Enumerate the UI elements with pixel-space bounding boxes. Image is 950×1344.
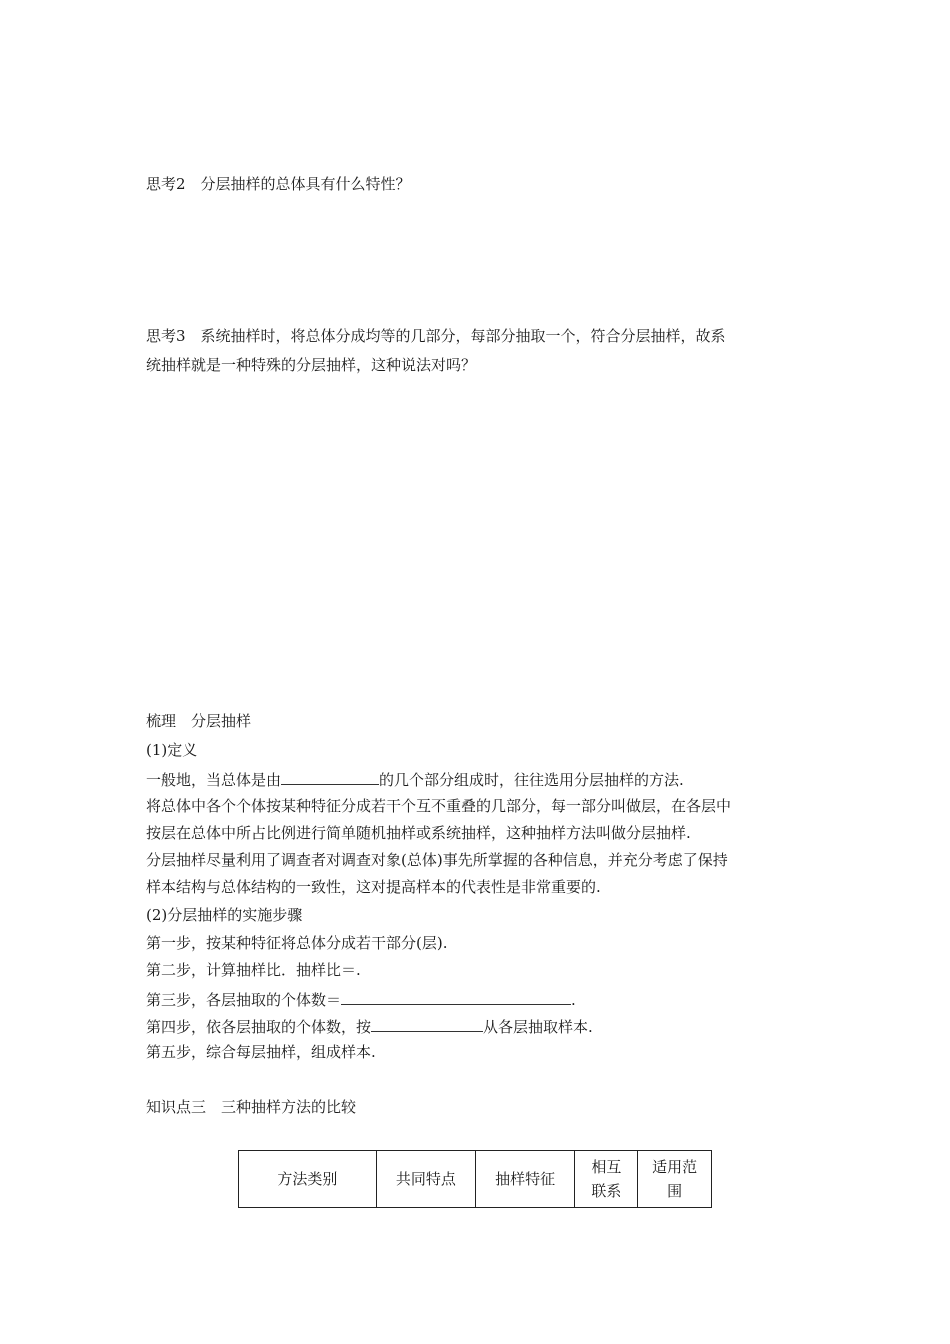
fill-blank-2 <box>341 988 571 1005</box>
step-3-start: 第三步，各层抽取的个体数＝ <box>146 991 342 1009</box>
step-3 <box>146 988 576 1010</box>
table-header-cell: 适用范 围 <box>638 1151 712 1208</box>
summary-title: 梳理 分层抽样 <box>146 712 252 730</box>
steps-heading: (2)分层抽样的实施步骤 <box>146 906 303 924</box>
definition-heading: (1)定义 <box>146 741 198 759</box>
think-2-question: 思考2 分层抽样的总体具有什么特性？ <box>146 175 411 193</box>
definition-line-2: 将总体中各个个体按某种特征分成若干个互不重叠的几部分，每一部分叫做层，在各层中 <box>146 797 732 815</box>
comparison-table <box>238 1150 712 1208</box>
step-4 <box>146 1015 593 1037</box>
step-1: 第一步，按某种特征将总体分成若干部分(层). <box>146 934 448 952</box>
step-2: 第二步，计算抽样比．抽样比＝. <box>146 961 361 979</box>
definition-line-4: 分层抽样尽量利用了调查者对调查对象(总体)事先所掌握的各种信息，并充分考虑了保持 <box>146 851 728 869</box>
step-4-start: 第四步，依各层抽取的个体数，按 <box>146 1018 372 1036</box>
definition-line-1 <box>146 768 684 790</box>
step-5: 第五步，综合每层抽样，组成样本. <box>146 1043 376 1061</box>
table-header-row <box>239 1151 712 1208</box>
think-3-line-1: 思考3 系统抽样时，将总体分成均等的几部分，每部分抽取一个，符合分层抽样，故系 <box>146 327 726 345</box>
fill-blank-1 <box>281 768 379 785</box>
step-4-end: 从各层抽取样本. <box>483 1018 593 1036</box>
step-3-end: . <box>571 991 576 1009</box>
knowledge-point-3-title: 知识点三 三种抽样方法的比较 <box>146 1098 357 1116</box>
definition-line-1-start: 一般地，当总体是由 <box>146 771 282 789</box>
definition-line-1-end: 的几个部分组成时，往往选用分层抽样的方法. <box>379 771 684 789</box>
table-header-cell: 抽样特征 <box>476 1151 575 1208</box>
table-header-cell: 方法类别 <box>239 1151 377 1208</box>
table-header-cell: 共同特点 <box>376 1151 475 1208</box>
think-3-line-2: 统抽样就是一种特殊的分层抽样，这种说法对吗？ <box>146 356 477 374</box>
table-header-cell: 相互 联系 <box>575 1151 638 1208</box>
definition-line-5: 样本结构与总体结构的一致性，这对提高样本的代表性是非常重要的. <box>146 878 601 896</box>
fill-blank-3 <box>371 1015 483 1032</box>
definition-line-3: 按层在总体中所占比例进行简单随机抽样或系统抽样，这种抽样方法叫做分层抽样. <box>146 824 691 842</box>
